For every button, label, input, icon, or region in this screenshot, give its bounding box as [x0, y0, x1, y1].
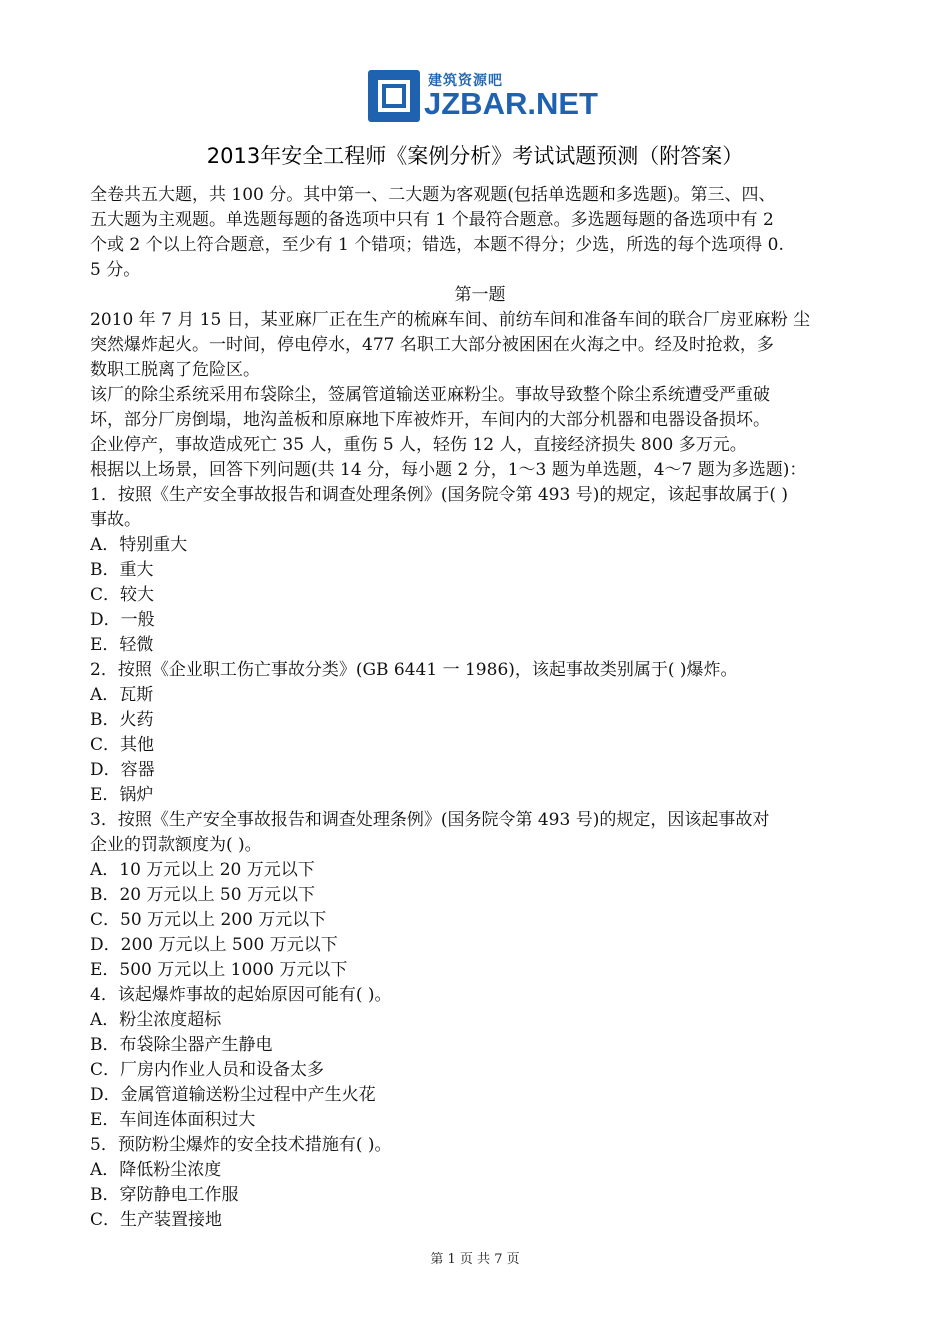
document-body	[90, 183, 870, 1233]
option-line: B．穿防静电工作服	[90, 1185, 239, 1205]
logo-mark-icon	[368, 70, 420, 122]
scenario-line: 突然爆炸起火。一时间，停电停水，477 名职工大部分被困困在火海之中。经及时抢救，多	[90, 335, 774, 355]
option-line: A．10 万元以上 20 万元以下	[90, 860, 315, 880]
option-line: E．锅炉	[90, 785, 154, 805]
intro-line: 5 分。	[90, 260, 141, 280]
option-line: E．轻微	[90, 635, 154, 655]
intro-line: 五大题为主观题。单选题每题的备选项中只有 1 个最符合题意。多选题每题的备选项中有 2	[90, 210, 774, 230]
option-line: D．一般	[90, 610, 155, 630]
question-line: 3．按照《生产安全事故报告和调查处理条例》(国务院令第 493 号)的规定，因该起事故对	[90, 810, 770, 830]
option-line: B．重大	[90, 560, 154, 580]
question-line: 事故。	[90, 510, 141, 530]
option-line: D．200 万元以上 500 万元以下	[90, 935, 338, 955]
option-line: C．50 万元以上 200 万元以下	[90, 910, 327, 930]
option-line: B．火药	[90, 710, 154, 730]
question-list	[90, 483, 870, 1233]
option-line: C．厂房内作业人员和设备太多	[90, 1060, 325, 1080]
scenario-line: 该厂的除尘系统采用布袋除尘，签属管道输送亚麻粉尘。事故导致整个除尘系统遭受严重破	[90, 385, 770, 405]
intro-paragraph	[90, 183, 870, 283]
question-line: 2．按照《企业职工伤亡事故分类》(GB 6441 一 1986)，该起事故类别属于( )爆炸。	[90, 660, 738, 680]
scenario-line: 2010 年 7 月 15 日，某亚麻厂正在生产的梳麻车间、前纺车间和准备车间的联合厂房亚麻粉 尘	[90, 310, 811, 330]
option-line: E．500 万元以上 1000 万元以下	[90, 960, 348, 980]
intro-line: 个或 2 个以上符合题意，至少有 1 个错项；错选，本题不得分；少选，所选的每个选项得 0.	[90, 235, 784, 255]
option-line: A．特别重大	[90, 535, 188, 555]
option-line: C．其他	[90, 735, 155, 755]
option-line: D．金属管道输送粉尘过程中产生火花	[90, 1085, 376, 1105]
document-title: 2013年安全工程师《案例分析》考试试题预测（附答案）	[206, 144, 744, 168]
option-line: A．瓦斯	[90, 685, 154, 705]
logo-chinese-text: 建筑资源吧	[428, 73, 503, 89]
scenario-line: 数职工脱离了危险区。	[90, 360, 260, 380]
question-line: 4．该起爆炸事故的起始原因可能有( )。	[90, 985, 392, 1005]
section-title: 第一题	[454, 285, 506, 305]
intro-line: 全卷共五大题，共 100 分。其中第一、二大题为客观题(包括单选题和多选题)。第三、四、	[90, 185, 776, 205]
scenario-line: 坏，部分厂房倒塌，地沟盖板和原麻地下库被炸开，车间内的大部分机器和电器设备损坏。	[90, 410, 770, 430]
page-footer: 第 1 页 共 7 页	[430, 1252, 520, 1267]
question-line: 1．按照《生产安全事故报告和调查处理条例》(国务院令第 493 号)的规定，该起事故属于( )	[90, 485, 789, 505]
logo-english-text: JZBAR.NET	[424, 86, 598, 121]
scenario-paragraph	[90, 308, 870, 483]
question-line: 5．预防粉尘爆炸的安全技术措施有( )。	[90, 1135, 392, 1155]
question-line: 企业的罚款额度为( )。	[90, 835, 262, 855]
site-logo	[368, 68, 598, 124]
option-line: A．降低粉尘浓度	[90, 1160, 222, 1180]
option-line: E．车间连体面积过大	[90, 1110, 256, 1130]
option-line: C．生产装置接地	[90, 1210, 223, 1230]
scenario-line: 企业停产，事故造成死亡 35 人，重伤 5 人，轻伤 12 人，直接经济损失 800 多万元。	[90, 435, 747, 455]
option-line: D．容器	[90, 760, 155, 780]
option-line: B．20 万元以上 50 万元以下	[90, 885, 315, 905]
option-line: C．较大	[90, 585, 155, 605]
option-line: B．布袋除尘器产生静电	[90, 1035, 273, 1055]
option-line: A．粉尘浓度超标	[90, 1010, 222, 1030]
scenario-line: 根据以上场景，回答下列问题(共 14 分，每小题 2 分，1～3 题为单选题，4～7 题为多选题)：	[90, 460, 807, 480]
